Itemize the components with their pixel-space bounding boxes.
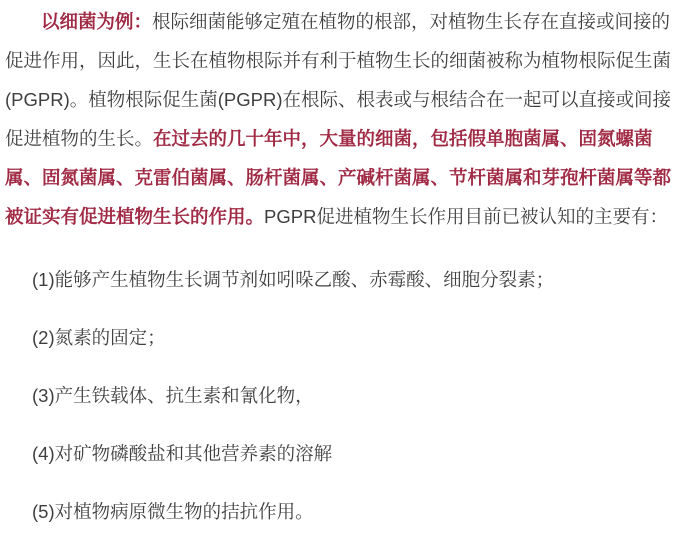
body-text: 根际细菌能够定殖在植物的根部，对植物生长存在直接或间接的 [152,11,671,32]
body-text: PGPR促进植物生长作用目前已被认知的主要有： [264,206,668,227]
list-item-3 [5,376,678,415]
list-item-text: (2)氮素的固定； [32,327,166,348]
list-item-text: (1)能够产生植物生长调节剂如吲哚乙酸、赤霉酸、细胞分裂素； [32,269,555,290]
list-item-5 [5,492,678,531]
paragraph-line-2 [5,41,678,80]
body-text: 促进植物的生长。 [5,128,154,149]
list-item-1 [5,260,678,299]
emphasis-red-text: 被证实有促进植物生长的作用。 [5,206,265,227]
emphasis-red-text: 属、固氮菌属、克雷伯菌属、肠杆菌属、产碱杆菌属、节杆菌属和芽孢杆菌属等都 [5,167,672,188]
paragraph-line-6 [5,197,678,236]
paragraph-line-1 [5,2,678,41]
list-item-text: (4)对矿物磷酸盐和其他营养素的溶解 [32,443,333,464]
list-item-2 [5,318,678,357]
paragraph-line-3 [5,80,678,119]
list-item-4 [5,434,678,473]
emphasis-red-text: 以细菌为例： [41,11,153,32]
body-text: 促进作用，因此，生长在植物根际并有利于植物生长的细菌被称为植物根际促生菌 [5,50,672,71]
paragraph-line-4 [5,119,678,158]
paragraph-line-5 [5,158,678,197]
list-item-text: (5)对植物病原微生物的拮抗作用。 [32,501,314,522]
body-text: (PGPR)。植物根际促生菌(PGPR)在根际、根表或与根结合在一起可以直接或间接 [5,89,672,110]
emphasis-red-text: 在过去的几十年中，大量的细菌，包括假单胞菌属、固氮螺菌 [153,128,653,149]
list-item-text: (3)产生铁载体、抗生素和氰化物， [32,385,314,406]
